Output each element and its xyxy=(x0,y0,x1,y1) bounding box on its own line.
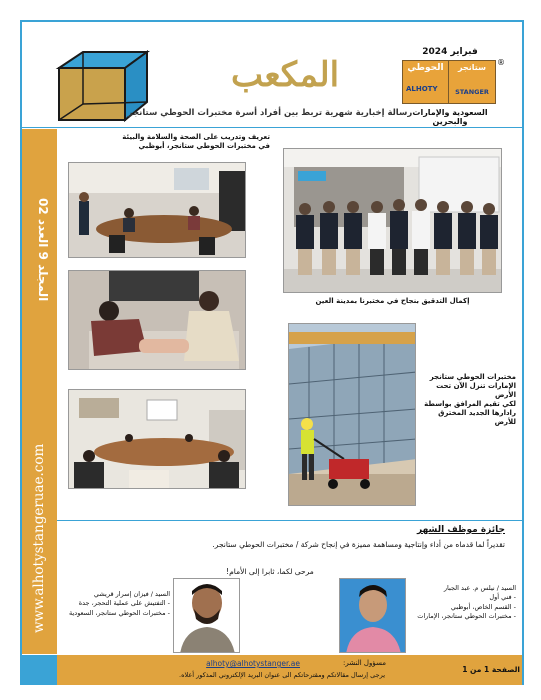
volume-label: المجلد 9 العدد 02 xyxy=(36,198,50,302)
footer-note: يرجى إرسال مقالاتكم ومقترحاتكم الى عنوان البريد الإلكتروني المذكور أعلاه. xyxy=(179,671,385,679)
employee-right-company: - مختبرات الحوطي ستانجر، الإمارات xyxy=(417,612,516,621)
training-caption: تعريف وتدريب على الصحة والسلامة والبيئة في مختبرات الحوطي ستانجر، أبوظبي xyxy=(122,133,270,151)
lab-group-photo xyxy=(283,148,502,293)
award-welcome: مرحى لكما، ثابرا إلى الأمام! xyxy=(226,567,314,576)
employee-left-photo xyxy=(173,578,240,653)
page-number: الصفحة 1 من 1 xyxy=(462,665,520,674)
award-text: تقديراً لما قدماه من أداء وإنتاجية ومساهمة مميزة في إنجاح شركة / مختبرات الحوطي ستانجر. xyxy=(212,540,505,549)
company-logo xyxy=(402,60,496,104)
website-link[interactable]: www.alhotystangeruae.com xyxy=(31,443,47,633)
employee-right-photo xyxy=(339,578,406,653)
newsletter-subtitle: رسالة إخبارية شهرية تربط بين أفراد أسرة مختبرات الحوطي ستانجر xyxy=(127,108,413,118)
lab-opening-caption: إكمال التدقيق بنجاح في مختبرنا بمدينة العين xyxy=(315,297,470,305)
gpr-radar-photo xyxy=(288,323,416,506)
publisher-label: مسؤول النشر: xyxy=(343,659,386,667)
employee-left-name: السيد / فيزان إسرار قريشي xyxy=(93,590,170,598)
contact-email-link[interactable]: alhoty@alhotystanger.ae xyxy=(206,659,300,668)
header-divider xyxy=(22,127,522,128)
employee-left-company: - مختبرات الحوطي ستانجر، السعودية xyxy=(69,608,170,617)
issue-date: فبراير 2024 xyxy=(422,47,478,57)
employee-right-name: السيد / نيلس م. عبد الجبار xyxy=(443,584,516,592)
newsletter-title: المكعب xyxy=(230,55,340,95)
logo-en-1: ALHOTY xyxy=(406,85,438,93)
employee-right-dept: - القسم الخاص، أبوظبي xyxy=(450,602,516,611)
employee-left-role: - التفتيش على عملية التحجر، جدة xyxy=(78,599,170,608)
training-photo-1 xyxy=(68,162,246,258)
employee-left-details xyxy=(60,590,170,618)
training-photo-3 xyxy=(68,389,246,489)
logo-divider xyxy=(448,61,449,103)
logo-ar-1: الحوطي xyxy=(407,63,444,73)
footer-corner xyxy=(22,655,57,685)
gpr-caption: مختبرات الحوطي ستانجر الإمارات تنزل الآن تحت الأرض لكي تقيم المرافق بواسطة رادارها الجديد المخترق للأرض xyxy=(424,373,516,427)
training-photo-2 xyxy=(68,270,246,370)
regions-label: السعودية والإمارات والبحرين xyxy=(412,108,488,126)
logo-en-2: STANGER xyxy=(455,88,489,96)
employee-right-role: - فني أول xyxy=(489,593,516,602)
employee-right-details xyxy=(410,584,516,622)
award-title: جائزة موظف الشهر xyxy=(417,525,505,535)
logo-ar-2: ستانجر xyxy=(458,63,486,72)
registered-mark: ® xyxy=(497,58,505,67)
